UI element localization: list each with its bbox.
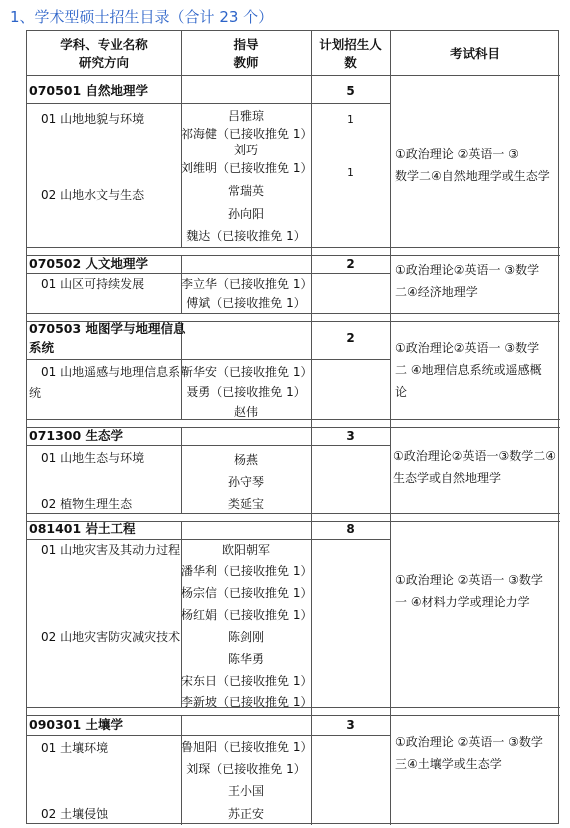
research-direction: 01 山区可持续发展 bbox=[41, 277, 145, 291]
row-line bbox=[27, 247, 560, 248]
advisor: 魏达（已接收推免 1） bbox=[186, 229, 306, 243]
advisor: 傅斌（已接收推免 1） bbox=[186, 296, 306, 310]
advisor: 欧阳朝军 bbox=[221, 543, 270, 557]
program-quota: 3 bbox=[346, 429, 355, 443]
header-discipline: 学科、专业名称 bbox=[60, 37, 148, 52]
program-code-cont: 系统 bbox=[29, 340, 55, 355]
research-direction: 01 山地灾害及其动力过程 bbox=[41, 543, 181, 557]
research-direction: 01 山地生态与环境 bbox=[41, 451, 145, 465]
research-direction: 02 山地灾害防灾减灾技术 bbox=[41, 630, 181, 644]
header-quota-line2: 数 bbox=[344, 55, 357, 70]
program-code: 070502 人文地理学 bbox=[29, 256, 149, 271]
advisor: 孙守琴 bbox=[227, 475, 264, 489]
row-line bbox=[27, 735, 390, 736]
advisor: 潘华利（已接收推免 1） bbox=[181, 564, 313, 578]
row-line bbox=[27, 75, 560, 76]
program-code: 090301 土壤学 bbox=[29, 717, 124, 732]
header-quota-line1: 计划招生人 bbox=[319, 37, 382, 52]
advisor: 李立华（已接收推免 1） bbox=[181, 277, 313, 291]
exam-subjects: ①政治理论②英语一 ③数学 二 ④地理信息系统或遥感概 论 bbox=[395, 341, 542, 399]
program-quota: 2 bbox=[346, 257, 355, 271]
advisor: 陈华勇 bbox=[227, 652, 264, 666]
advisor: 孙向阳 bbox=[227, 207, 264, 221]
research-direction: 01 土壤环境 bbox=[41, 741, 109, 755]
row-line bbox=[27, 513, 560, 514]
row-line bbox=[27, 445, 390, 446]
exam-subjects: ①政治理论 ②英语一 ③数学 三④土壤学或生态学 bbox=[395, 735, 543, 771]
advisor: 吕雅琼 bbox=[227, 109, 264, 123]
row-line bbox=[27, 313, 560, 314]
advisor: 赵伟 bbox=[233, 405, 258, 419]
research-direction-cont: 统 bbox=[29, 386, 42, 400]
page-title: 1、学术型硕士招生目录（合计 23 个） bbox=[10, 8, 274, 26]
advisor: 祁海健（已接收推免 1） bbox=[181, 127, 313, 141]
advisor: 杨红娟（已接收推免 1） bbox=[181, 608, 313, 622]
direction-quota: 1 bbox=[347, 114, 354, 126]
program-code: 081401 岩土工程 bbox=[29, 521, 136, 536]
header-exam: 考试科目 bbox=[449, 46, 500, 61]
row-line bbox=[27, 419, 560, 420]
catalog-table bbox=[26, 30, 559, 824]
program-code: 070503 地图学与地理信息 bbox=[29, 321, 186, 336]
advisor: 李新坡（已接收推免 1） bbox=[181, 695, 313, 709]
exam-subjects: ①政治理论 ②英语一 ③数学 一 ④材料力学或理论力学 bbox=[395, 573, 543, 609]
advisor: 杨宗信（已接收推免 1） bbox=[181, 586, 313, 600]
program-quota: 2 bbox=[346, 331, 355, 345]
header-advisor-line2: 教师 bbox=[233, 55, 259, 70]
program-quota: 5 bbox=[346, 84, 355, 98]
research-direction: 02 土壤侵蚀 bbox=[41, 807, 109, 821]
program-code: 070501 自然地理学 bbox=[29, 83, 149, 98]
header-advisor-line1: 指导 bbox=[233, 37, 259, 52]
header-direction: 研究方向 bbox=[78, 55, 129, 70]
advisor: 刘琛（已接收推免 1） bbox=[186, 762, 306, 776]
research-direction: 02 山地水文与生态 bbox=[41, 188, 145, 202]
program-quota: 8 bbox=[346, 522, 355, 536]
advisor: 陈剑刚 bbox=[227, 630, 264, 644]
row-line bbox=[27, 273, 390, 274]
research-direction: 01 山地遥感与地理信息系 bbox=[41, 365, 181, 379]
row-line bbox=[27, 539, 390, 540]
col-line bbox=[390, 31, 391, 825]
exam-subjects: ①政治理论②英语一③数学二④ 生态学或自然地理学 bbox=[393, 449, 557, 485]
advisor: 王小国 bbox=[227, 784, 264, 798]
advisor: 刘巧 bbox=[233, 143, 258, 157]
advisor: 鲁旭阳（已接收推免 1） bbox=[181, 740, 313, 754]
advisor: 宋东日（已接收推免 1） bbox=[181, 674, 313, 688]
row-line bbox=[27, 715, 560, 716]
exam-subjects: ①政治理论②英语一 ③数学 二④经济地理学 bbox=[395, 263, 540, 299]
program-quota: 3 bbox=[346, 718, 355, 732]
advisor: 苏正安 bbox=[227, 807, 264, 821]
advisor: 靳华安（已接收推免 1） bbox=[181, 365, 313, 379]
advisor: 刘维明（已接收推免 1） bbox=[181, 161, 313, 175]
direction-quota: 1 bbox=[347, 167, 354, 179]
advisor: 杨燕 bbox=[233, 453, 258, 467]
row-line bbox=[27, 359, 390, 360]
research-direction: 01 山地地貌与环境 bbox=[41, 112, 145, 126]
research-direction: 02 植物生理生态 bbox=[41, 497, 133, 511]
program-code: 071300 生态学 bbox=[29, 428, 124, 443]
row-line bbox=[27, 103, 390, 104]
exam-subjects: ①政治理论 ②英语一 ③ 数学二④自然地理学或生态学 bbox=[395, 147, 550, 183]
advisor: 常瑞英 bbox=[227, 184, 264, 198]
advisor: 聂勇（已接收推免 1） bbox=[186, 385, 306, 399]
advisor: 类延宝 bbox=[227, 497, 264, 511]
